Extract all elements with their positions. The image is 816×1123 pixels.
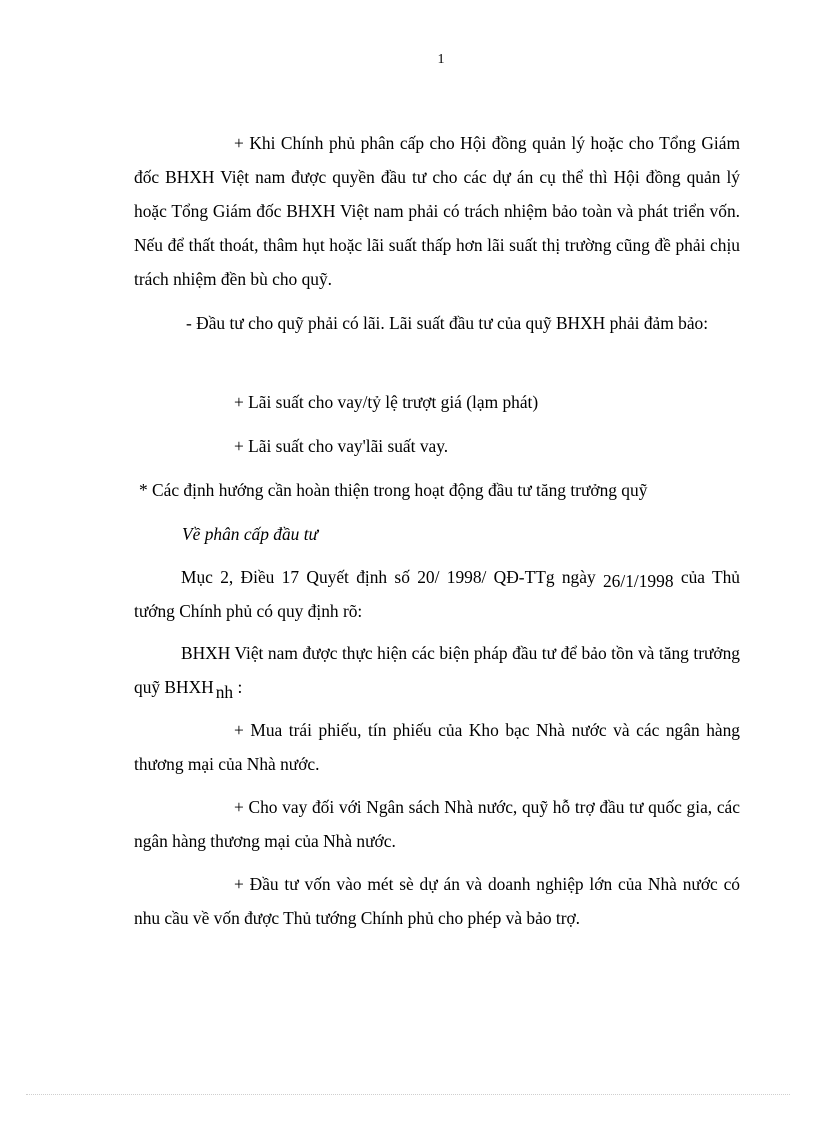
page-bottom-divider (26, 1094, 790, 1095)
paragraph-rate-inflation: + Lãi suất cho vay/tỷ lệ trượt giá (lạm phát) (234, 392, 539, 412)
paragraph-invest-projects: + Đầu tư vốn vào mét sè dự án và doanh nghiệp lớn của Nhà nước có nhu cầu về vốn được Thủ tướng Chính phủ cho phép và bảo trợ. (134, 874, 740, 928)
paragraph-lend-budget: + Cho vay đối với Ngân sách Nhà nước, quỹ hỗ trợ đầu tư quốc gia, các ngân hàng thương mại của Nhà nước. (134, 797, 740, 851)
decision-date: 26/1/1998 (602, 571, 674, 591)
paragraph-investment-measures (134, 636, 740, 704)
paragraph-rate-borrow: + Lãi suất cho vay'lãi suất vay. (234, 436, 449, 456)
page-number: 1 (437, 52, 445, 67)
decision-reference-tail: của Thủ tướng Chính phủ có quy định rõ: (134, 567, 740, 621)
paragraph-directions-heading: * Các định hướng cần hoàn thiện trong hoạt động đầu tư tăng trưởng quỹ (139, 480, 648, 500)
paragraph-buy-bonds: + Mua trái phiếu, tín phiếu của Kho bạc Nhà nước và các ngân hàng thương mại của Nhà nước. (134, 720, 740, 774)
investment-measures-colon: : (237, 677, 243, 697)
decision-reference-text: Mục 2, Điều 17 Quyết định số 20/ 1998/ QĐ-TTg ngày (181, 567, 596, 587)
paragraph-decision-reference (134, 560, 740, 628)
section-heading-investment-delegation: Về phân cấp đầu tư (182, 524, 319, 544)
paragraph-delegation-responsibility: + Khi Chính phủ phân cấp cho Hội đồng quản lý hoặc cho Tổng Giám đốc BHXH Việt nam được quyền đầu tư cho các dự án cụ thể thì Hội đồng quản lý hoặc Tổng Giám đốc BHXH Việt nam phải có trách nhiệm bảo toàn và phát triển vốn. Nếu để thất thoát, thâm hụt hoặc lãi suất thấp hơn lãi suất thị trường cũng đề phải chịu trách nhiệm đền bù cho quỹ. (134, 133, 740, 289)
investment-measures-subscript: nh (215, 682, 234, 702)
investment-measures-text: BHXH Việt nam được thực hiện các biện pháp đầu tư để bảo tồn và tăng trưởng quỹ BHXH (134, 643, 740, 697)
paragraph-profit-requirement: - Đầu tư cho quỹ phải có lãi. Lãi suất đầu tư của quỹ BHXH phải đảm bảo: (186, 313, 709, 333)
